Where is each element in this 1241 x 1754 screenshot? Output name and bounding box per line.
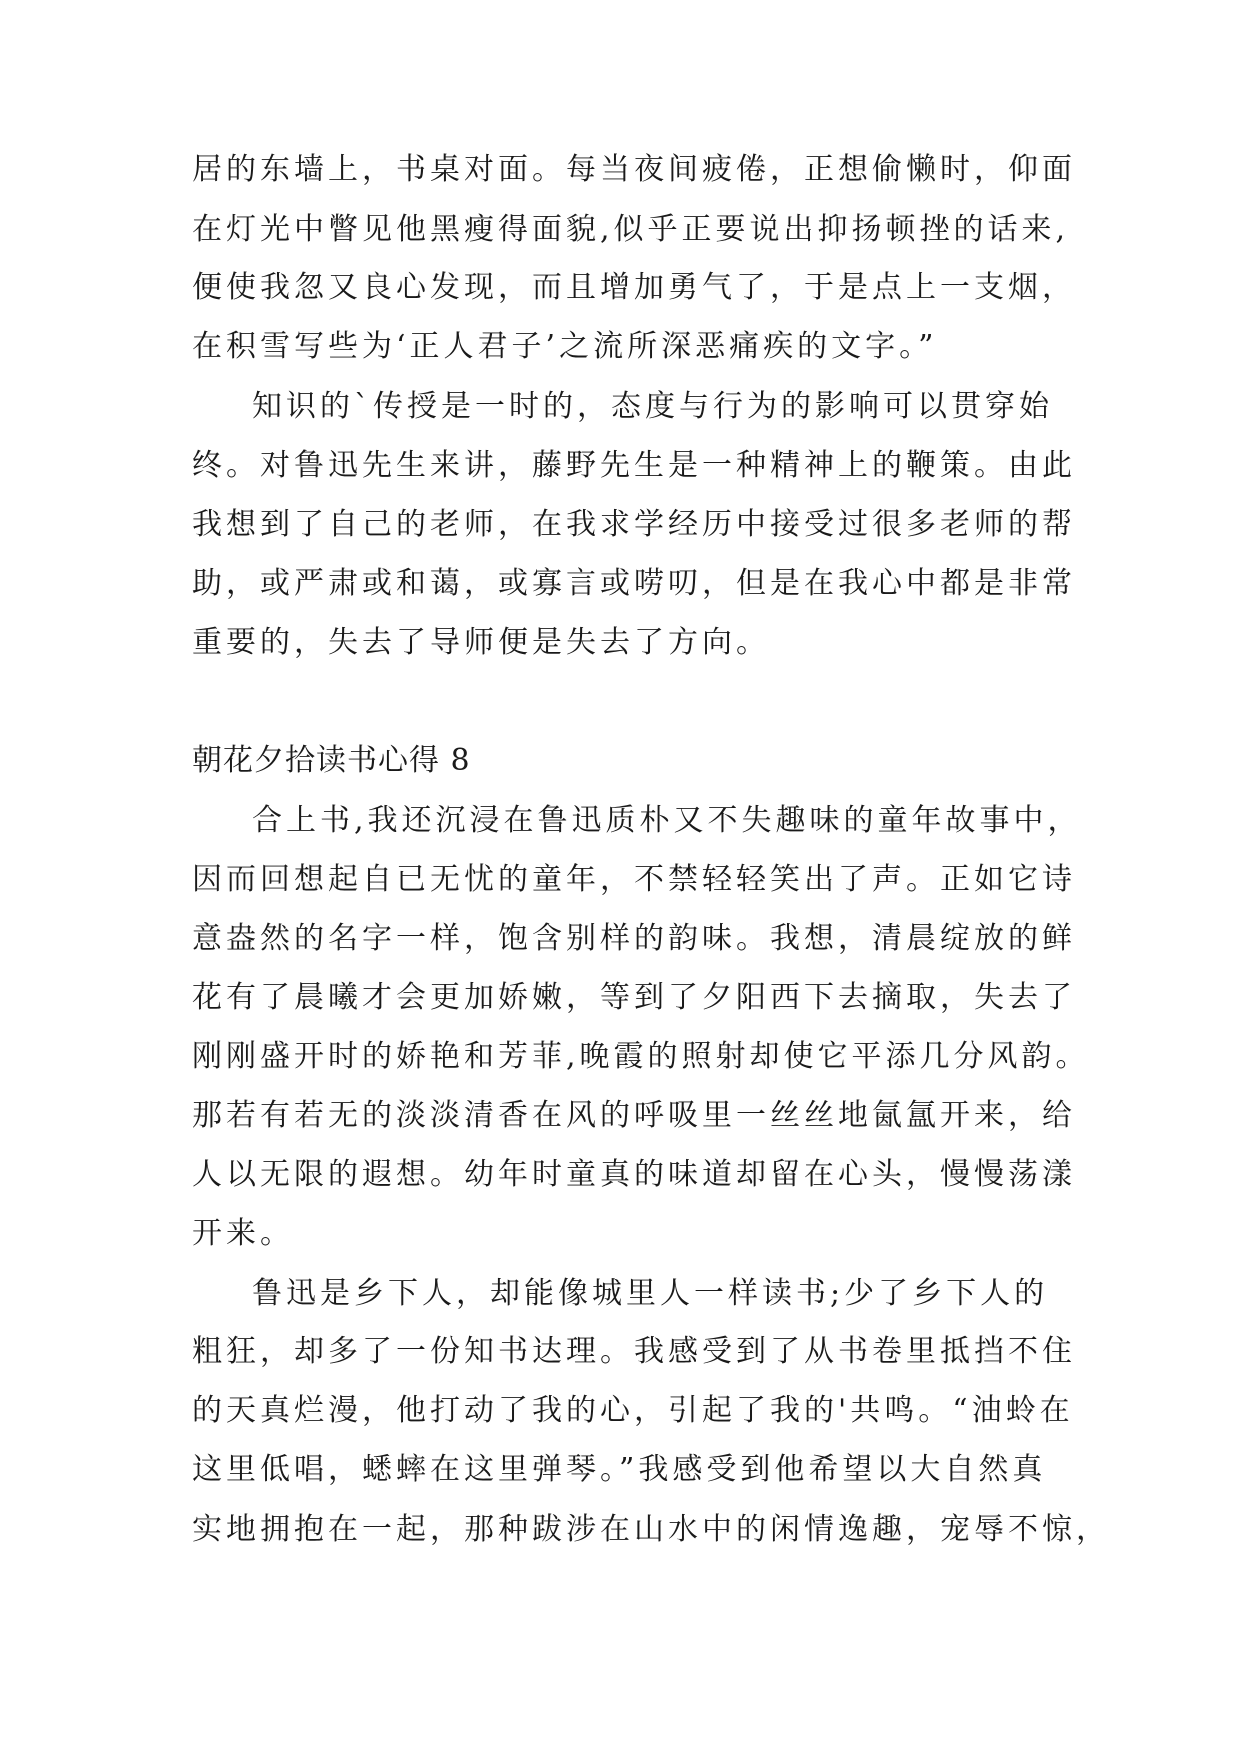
paragraph-line: 在灯光中瞥见他黑瘦得面貌,似乎正要说出抑扬顿挫的话来, xyxy=(192,212,1070,247)
paragraph-line: 实地拥抱在一起，那种跋涉在山水中的闲情逸趣，宠辱不惊， xyxy=(192,1512,1110,1547)
paragraph-line: 人以无限的遐想。幼年时童真的味道却留在心头，慢慢荡漾 xyxy=(192,1157,1076,1192)
paragraph-line: 那若有若无的淡淡清香在风的呼吸里一丝丝地氤氲开来，给 xyxy=(192,1098,1076,1133)
paragraph-line: 刚刚盛开时的娇艳和芳菲,晚霞的照射却使它平添几分风韵。 xyxy=(192,1039,1090,1074)
paragraph-line: 居的东墙上，书桌对面。每当夜间疲倦，正想偷懒时，仰面 xyxy=(192,152,1076,187)
paragraph-line: 重要的，失去了导师便是失去了方向。 xyxy=(192,625,770,660)
paragraph-line: 我想到了自己的老师，在我求学经历中接受过很多老师的帮 xyxy=(192,507,1076,542)
paragraph-line: 意盎然的名字一样，饱含别样的韵味。我想，清晨绽放的鲜 xyxy=(192,921,1076,956)
paragraph-line: 合上书,我还沉浸在鲁迅质朴又不失趣味的童年故事中， xyxy=(252,803,1082,838)
paragraph-line: 终。对鲁迅先生来讲，藤野先生是一种精神上的鞭策。由此 xyxy=(192,448,1076,483)
paragraph-line: 的天真烂漫，他打动了我的心，引起了我的'共鸣。“油蛉在 xyxy=(192,1393,1074,1428)
paragraph-line: 在积雪写些为‘正人君子’之流所深恶痛疾的文字。” xyxy=(192,329,938,364)
paragraph-line: 鲁迅是乡下人，却能像城里人一样读书;少了乡下人的 xyxy=(252,1276,1049,1311)
paragraph-line: 花有了晨曦才会更加娇嫩，等到了夕阳西下去摘取，失去了 xyxy=(192,980,1076,1015)
paragraph-line: 知识的`传授是一时的，态度与行为的影响可以贯穿始 xyxy=(252,389,1053,424)
paragraph-line: 开来。 xyxy=(192,1216,294,1251)
paragraph-line: 粗狂，却多了一份知书达理。我感受到了从书卷里抵挡不住 xyxy=(192,1334,1076,1369)
paragraph-line: 这里低唱，蟋蟀在这里弹琴。”我感受到他希望以大自然真 xyxy=(192,1452,1047,1487)
paragraph-line: 便使我忽又良心发现，而且增加勇气了，于是点上一支烟， xyxy=(192,270,1076,305)
section-heading: 朝花夕拾读书心得 8 xyxy=(192,743,471,778)
paragraph-line: 助，或严肃或和蔼，或寡言或唠叨，但是在我心中都是非常 xyxy=(192,566,1076,601)
paragraph-line: 因而回想起自已无忧的童年，不禁轻轻笑出了声。正如它诗 xyxy=(192,862,1076,897)
